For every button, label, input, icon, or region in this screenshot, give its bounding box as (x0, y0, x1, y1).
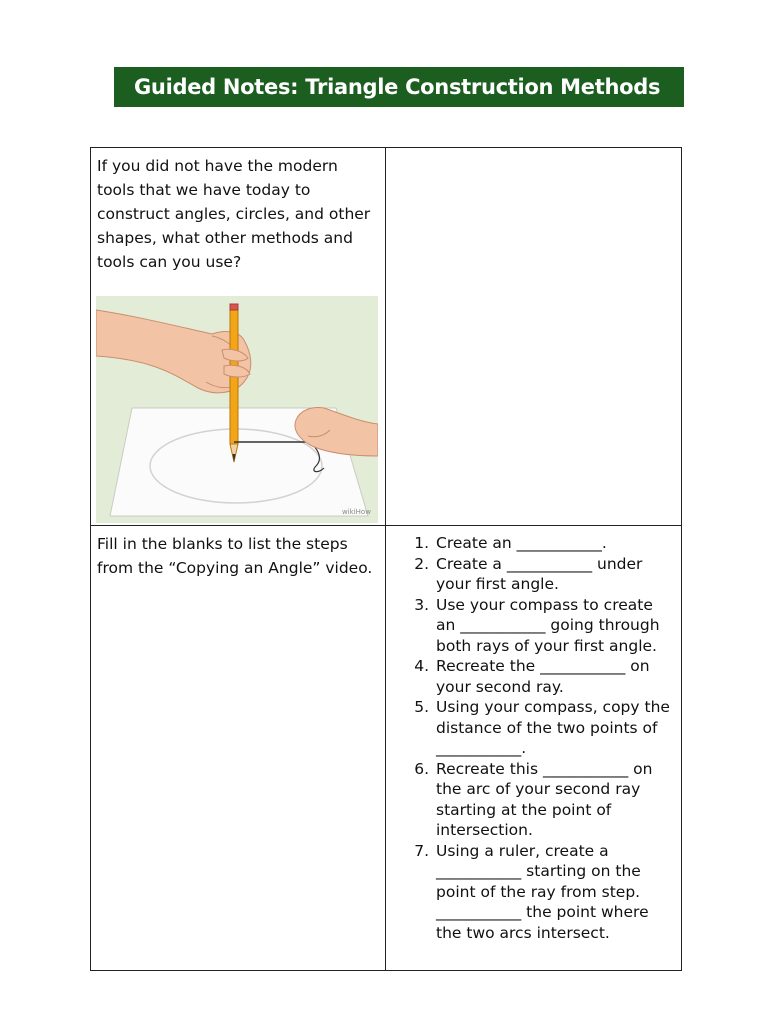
list-item (386, 554, 673, 595)
table-row (91, 526, 682, 971)
list-item (386, 656, 673, 697)
list-item (386, 759, 673, 841)
step-text: Use your compass to create an ___________ going through both rays of your first angle. (436, 595, 660, 655)
step-number: 2. (414, 554, 429, 573)
steps-cell (386, 526, 682, 971)
instructions-text: Fill in the blanks to list the steps from the “Copying an Angle” video. (97, 535, 373, 577)
step-number: 7. (414, 841, 429, 860)
step-text: Create a ___________ under your first angle. (436, 554, 643, 593)
list-item (386, 697, 673, 759)
step-number: 4. (414, 657, 429, 675)
step-number: 3. (414, 595, 429, 614)
step-text: Using your compass, copy the distance of the two points of ___________. (436, 698, 670, 757)
prompt-cell (91, 526, 386, 971)
step-text: Recreate this ___________ on the arc of your second ray starting at the point of intersection. (436, 759, 653, 839)
question-text: If you did not have the modern tools that we have today to construct angles, circles, and other shapes, what other methods and tools can you use? (97, 157, 371, 271)
guided-notes-table (90, 147, 682, 971)
step-number: 6. (414, 759, 429, 778)
step-text: Recreate the ___________ on your second ray. (436, 657, 650, 696)
step-number: 1. (414, 534, 429, 552)
prompt-cell (91, 148, 386, 526)
title-banner (114, 67, 684, 107)
list-item (386, 533, 673, 554)
step-number: 5. (414, 698, 429, 716)
step-text: Create an ___________. (436, 534, 607, 552)
string-compass-illustration (96, 296, 378, 523)
table-row (91, 148, 682, 526)
answer-cell-empty (386, 148, 682, 526)
page-title: Guided Notes: Triangle Construction Methods (134, 75, 661, 99)
list-item (386, 841, 673, 944)
wikihow-watermark: wikiHow (342, 508, 371, 516)
steps-list (386, 533, 673, 943)
step-text: Using a ruler, create a ___________ starting on the point of the ray from step. ___________ the point where the two arcs intersect. (436, 841, 649, 942)
list-item (386, 595, 673, 657)
